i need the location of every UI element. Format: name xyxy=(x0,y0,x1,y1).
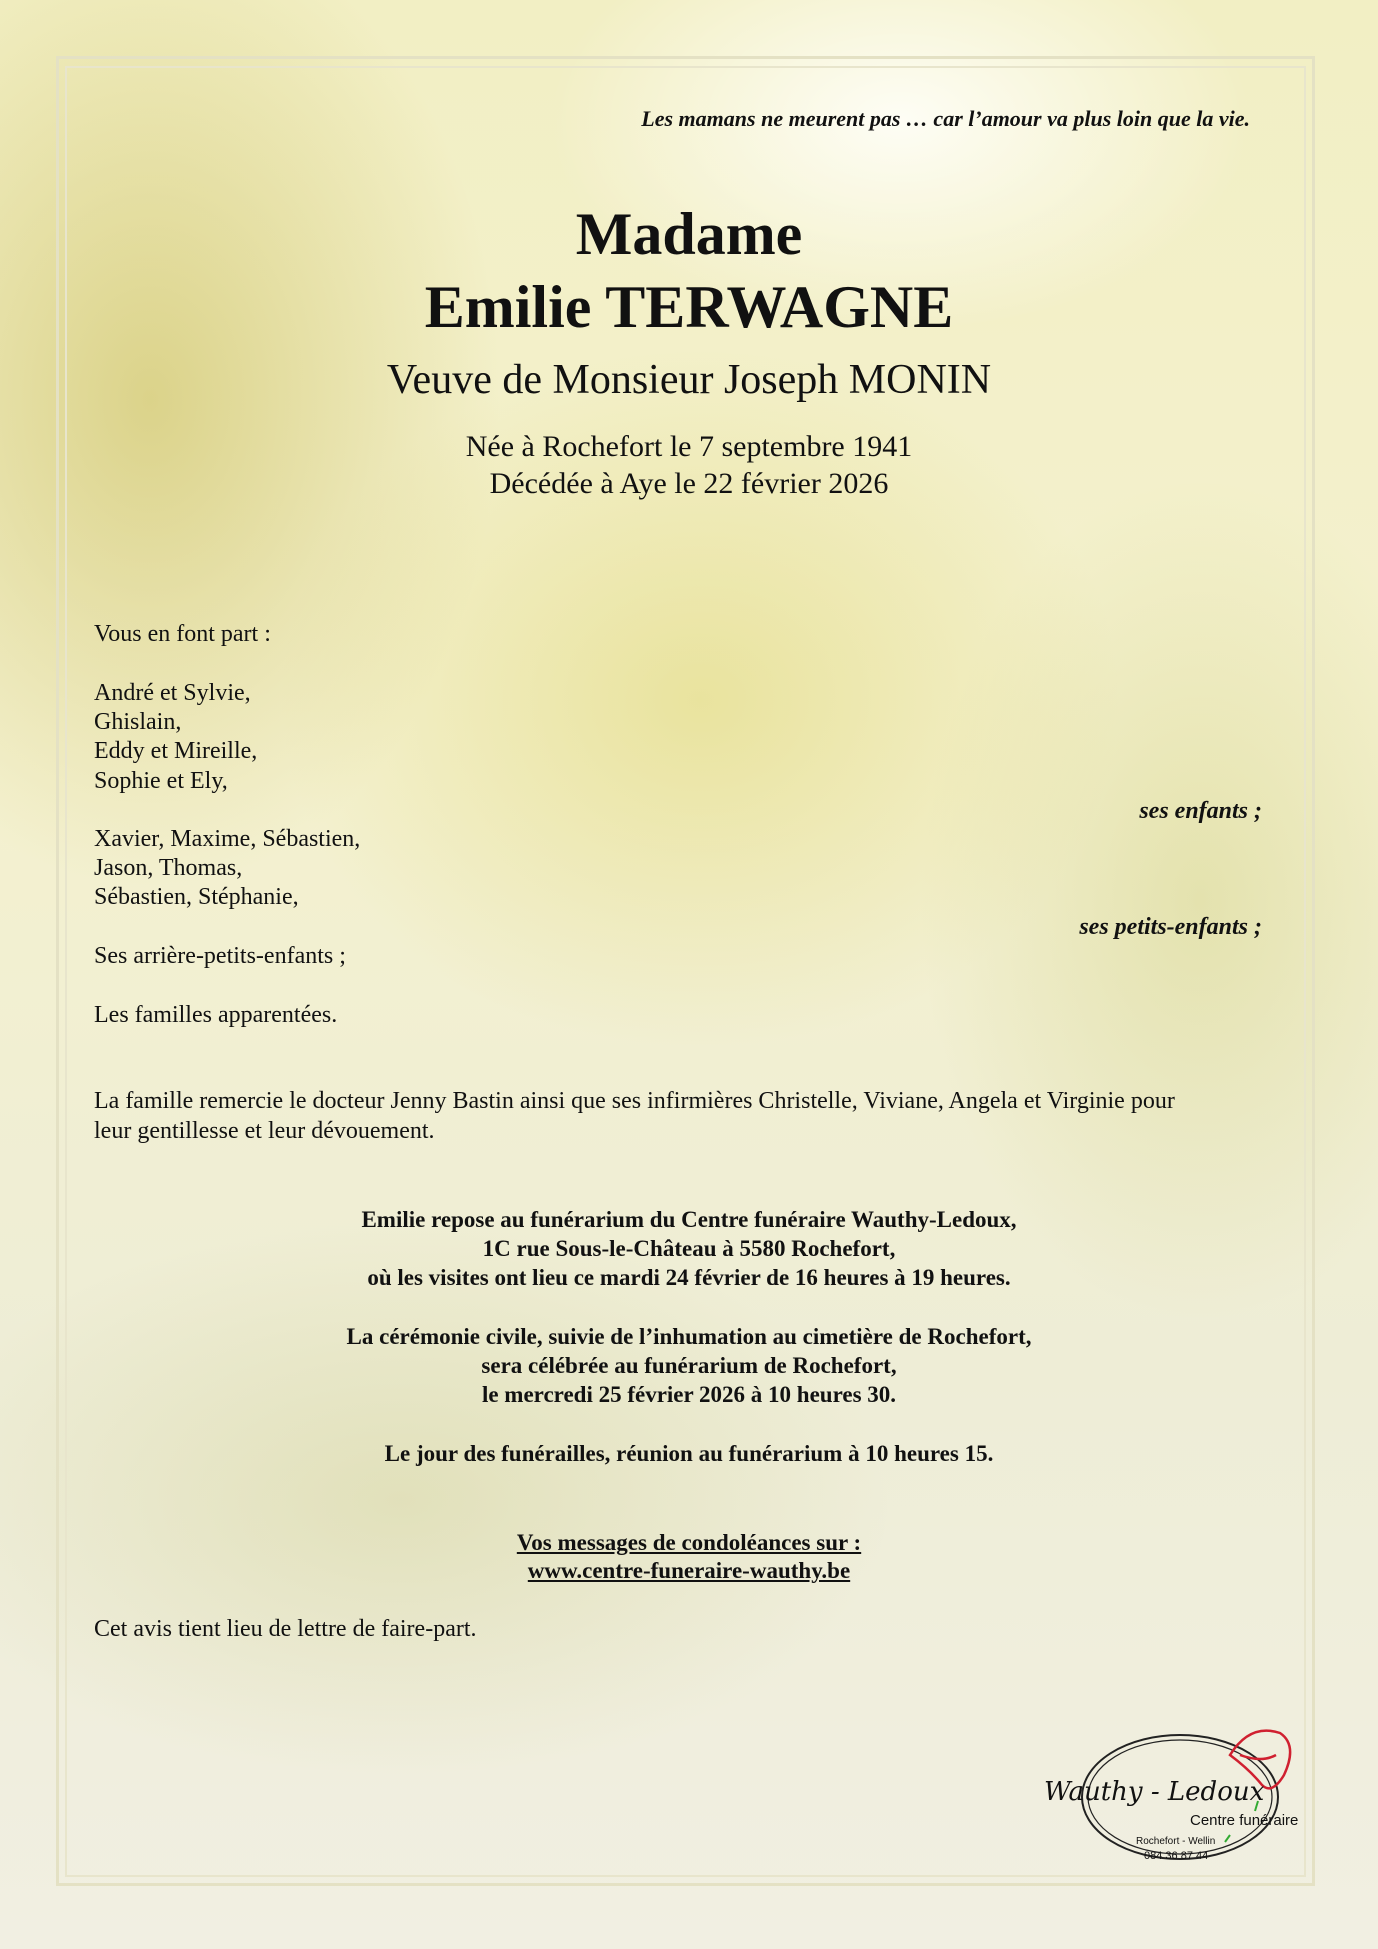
condolences-label: Vos messages de condoléances sur : xyxy=(516,1530,862,1555)
quote: Les mamans ne meurent pas … car l’amour va plus loin que la vie. xyxy=(641,106,1250,131)
grandchild: Jason, Thomas, xyxy=(94,855,243,881)
logo-name: Wauthy - Ledoux xyxy=(1044,1777,1265,1807)
logo-locations: Rochefort - Wellin xyxy=(1136,1836,1216,1847)
funeral-home-logo xyxy=(1040,1715,1320,1865)
ceremony-line: le mercredi 25 février 2026 à 10 heures 30. xyxy=(481,1382,897,1407)
ceremony-line: La cérémonie civile, suivie de l’inhumation au cimetière de Rochefort, xyxy=(346,1324,1032,1349)
meeting-info: Le jour des funérailles, réunion au funérarium à 10 heures 15. xyxy=(384,1441,994,1466)
logo-phone: 084 36 87 44 xyxy=(1144,1850,1209,1862)
great-grandchildren: Ses arrière-petits-enfants ; xyxy=(94,943,346,969)
child: André et Sylvie, xyxy=(94,680,251,706)
logo-subtitle: Centre funéraire xyxy=(1190,1812,1299,1829)
condolences-link[interactable]: www.centre-funeraire-wauthy.be xyxy=(527,1558,851,1583)
grandchildren-label: ses petits-enfants ; xyxy=(1079,914,1262,940)
thanks-line: leur gentillesse et leur dévouement. xyxy=(94,1118,435,1144)
deceased-name: Emilie TERWAGNE xyxy=(424,274,954,340)
intro: Vous en font part : xyxy=(94,621,271,647)
widow-of: Veuve de Monsieur Joseph MONIN xyxy=(386,357,992,403)
death-info: Décédée à Aye le 22 février 2026 xyxy=(489,467,889,500)
grandchild: Sébastien, Stéphanie, xyxy=(94,884,299,910)
closing: Cet avis tient lieu de lettre de faire-part. xyxy=(94,1616,477,1642)
thanks-line: La famille remercie le docteur Jenny Bastin ainsi que ses infirmières Christelle, Viviane, Angela et Virginie pour xyxy=(94,1088,1175,1114)
birth-info: Née à Rochefort le 7 septembre 1941 xyxy=(465,430,913,463)
title: Madame xyxy=(575,201,803,267)
visit-line: Emilie repose au funérarium du Centre funéraire Wauthy-Ledoux, xyxy=(361,1207,1017,1232)
child: Sophie et Ely, xyxy=(94,768,228,794)
relatives: Les familles apparentées. xyxy=(94,1002,338,1028)
child: Ghislain, xyxy=(94,709,182,735)
visit-line: où les visites ont lieu ce mardi 24 février de 16 heures à 19 heures. xyxy=(367,1265,1011,1290)
visit-line: 1C rue Sous-le-Château à 5580 Rochefort, xyxy=(482,1236,896,1261)
grandchild: Xavier, Maxime, Sébastien, xyxy=(94,826,361,852)
ceremony-line: sera célébrée au funérarium de Rochefort, xyxy=(481,1353,897,1378)
child: Eddy et Mireille, xyxy=(94,738,258,764)
children-label: ses enfants ; xyxy=(1139,798,1262,824)
